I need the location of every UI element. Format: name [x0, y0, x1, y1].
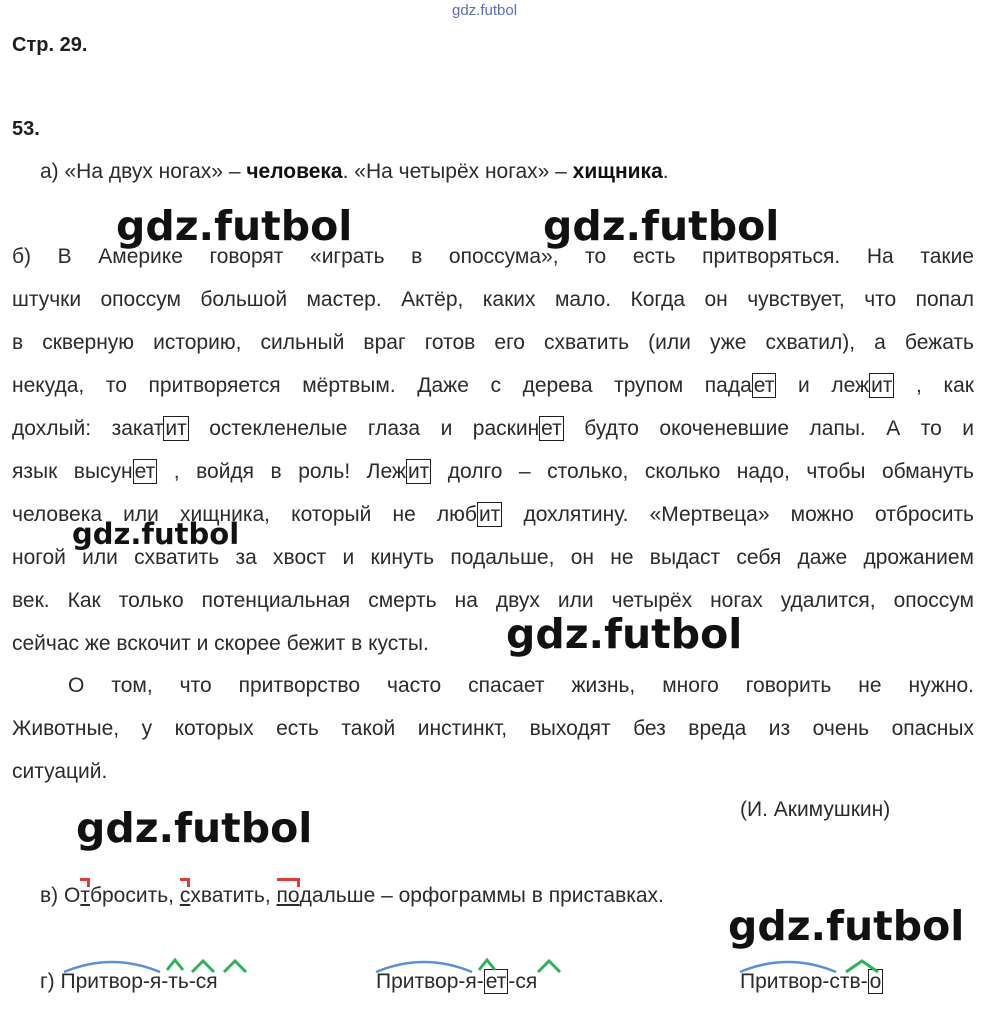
line-text: , как: [894, 374, 974, 397]
suffix-caret-icon: [846, 961, 878, 972]
watermark: gdz.futbol: [76, 804, 313, 852]
part-a-text: .: [662, 160, 669, 183]
word-part: О: [63, 884, 81, 907]
line-text: человека или хищника, который не люб: [12, 503, 477, 526]
suffix-caret-icon: [479, 960, 495, 970]
root-arc-icon: [740, 962, 836, 972]
suffix-caret-icon: [192, 961, 214, 972]
part-v-label: в): [40, 884, 64, 907]
line-text: и леж: [776, 374, 870, 397]
part-a-text: а) «На двух ногах» –: [40, 160, 247, 183]
ending-box: о: [869, 970, 882, 993]
line-text: дохлятину. «Мертвеца» можно отбросить: [502, 503, 974, 526]
watermark: gdz.futbol: [116, 202, 353, 250]
prefix-mark: по: [276, 884, 300, 907]
ending-box: ет: [753, 374, 775, 397]
ending-box: ит: [165, 417, 187, 440]
morpheme-word: Притвор-я-: [376, 970, 484, 993]
ending-box: ит: [407, 460, 430, 483]
suffix-caret-icon: [167, 960, 183, 970]
text-line-10: сейчас же вскочит и скорее бежит в кусты.: [12, 632, 429, 655]
ending-box: ет: [541, 417, 562, 440]
watermark: gdz.futbol: [728, 902, 965, 950]
exercise-number: 53.: [12, 118, 40, 140]
morpheme-word: Притвор-ств-: [740, 970, 868, 993]
part-g-label: г): [40, 970, 61, 993]
watermark: gdz.futbol: [72, 517, 240, 551]
text-line-8: ногой или схватить за хвост и кинуть подальше, он не выдаст себя даже дрожанием: [12, 546, 974, 569]
text-line-1: б) В Америке говорят «играть в опоссума», то есть притворяться. На такие: [12, 245, 974, 268]
line-text: некуда, то притворяется мёртвым. Даже с дерева трупом пада: [12, 374, 752, 397]
text-line-3: в скверную историю, сильный враг готов его схватить (или уже схватил), а бежать: [12, 331, 974, 354]
top-watermark: gdz.futbol: [452, 2, 518, 19]
root-arc-icon: [64, 962, 160, 972]
line-text: будто окоченевшие лапы. А то и: [563, 417, 974, 440]
word-part: дальше – орфограммы в приставках.: [299, 884, 664, 907]
prefix-mark: с: [179, 884, 191, 907]
line-text: остекленелые глаза и раскин: [188, 417, 540, 440]
morpheme-word: Притвор-я-ть-ся: [60, 970, 218, 993]
attribution: (И. Акимушкин): [740, 798, 891, 821]
line-text: язык высун: [12, 460, 133, 483]
text-line-2: штучки опоссум большой мастер. Актёр, каких мало. Когда он чувствует, что попал: [12, 288, 974, 311]
text-line-9: век. Как только потенциальная смерть на двух или четырёх ногах удалится, опоссум: [12, 589, 974, 612]
suffix-caret-icon: [538, 961, 560, 972]
ending-box: ет: [134, 460, 156, 483]
line-text: , войдя в роль! Леж: [157, 460, 406, 483]
ending-box: ит: [478, 503, 501, 526]
word-part: хватить,: [190, 884, 277, 907]
word-part: бросить,: [89, 884, 180, 907]
ending-box: ет: [485, 970, 507, 993]
line-text: долго – столько, сколько надо, чтобы обмануть: [431, 460, 974, 483]
part-a-text: . «На четырёх ногах» –: [342, 160, 573, 183]
prefix-mark: т: [80, 884, 90, 907]
root-arc-icon: [376, 962, 472, 972]
para2-line-3: ситуаций.: [12, 760, 108, 783]
suffix-caret-icon: [224, 961, 246, 972]
para2-line-1: О том, что притворство часто спасает жизнь, много говорить не нужно.: [68, 674, 974, 697]
line-text: дохлый: закат: [12, 417, 164, 440]
watermark: gdz.futbol: [543, 202, 780, 250]
page-reference: Стр. 29.: [12, 34, 88, 56]
ending-box: ит: [871, 374, 893, 397]
morpheme-word: -ся: [508, 970, 538, 993]
para2-line-2: Животные, у которых есть такой инстинкт, выходят без вреда из очень опасных: [12, 717, 974, 740]
watermark: gdz.futbol: [506, 610, 743, 658]
answer-human: человека: [246, 160, 343, 183]
answer-predator: хищника: [572, 160, 663, 183]
